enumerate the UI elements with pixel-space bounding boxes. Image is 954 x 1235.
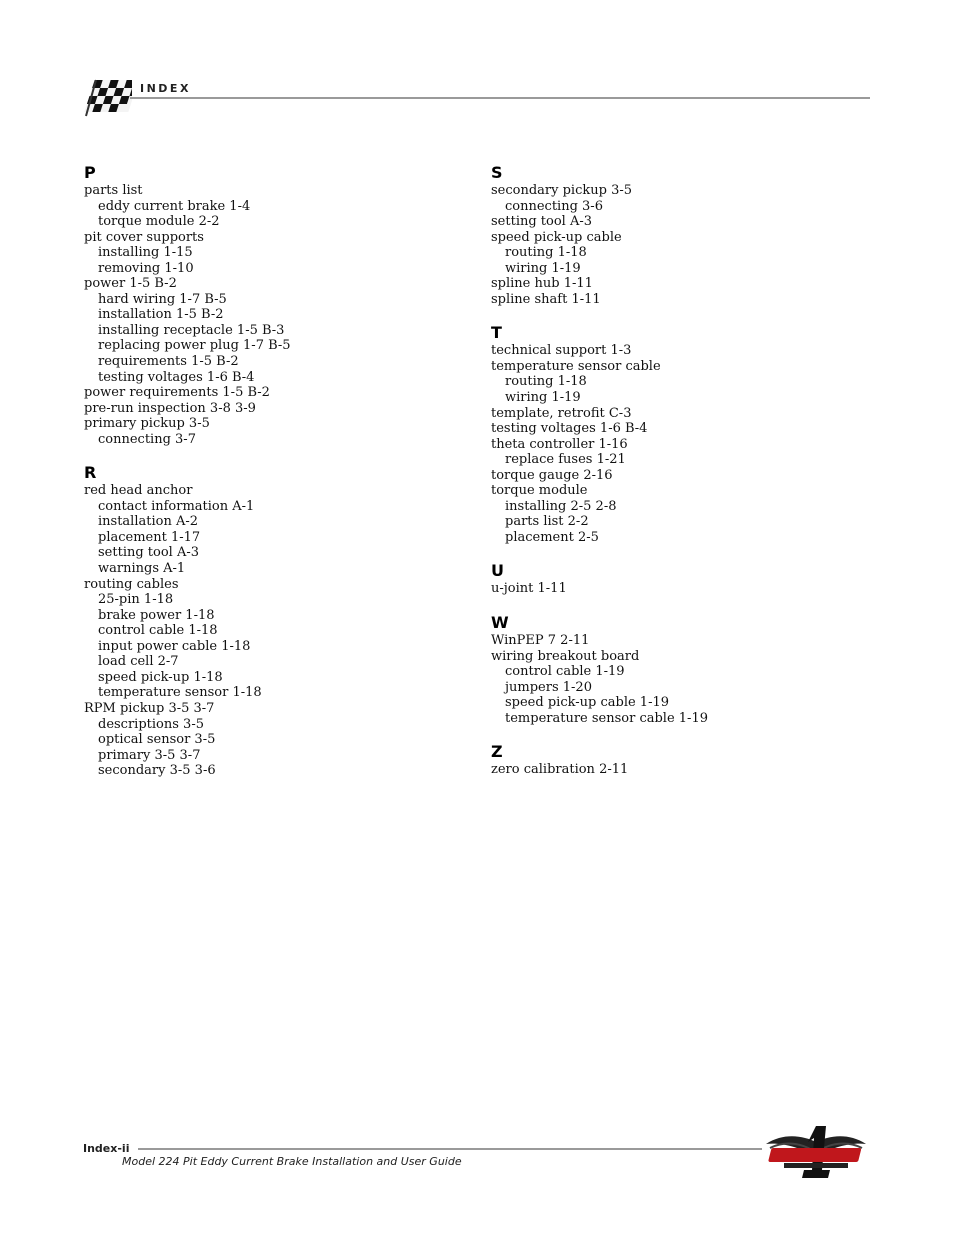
index-subentry: testing voltages 1-6 B-4 [98, 369, 255, 385]
index-entry: power requirements 1-5 B-2 [84, 385, 270, 401]
index-entry: template, retrofit C-3 [491, 405, 632, 421]
index-entry: WinPEP 7 2-11 [491, 633, 590, 649]
index-subentry: wiring 1-19 [505, 260, 581, 276]
index-subentry: routing 1-18 [505, 374, 587, 390]
index-subentry: eddy current brake 1-4 [98, 198, 251, 214]
index-subentry: replace fuses 1-21 [505, 452, 626, 468]
index-subentry: 25-pin 1-18 [98, 592, 174, 608]
index-subentry: placement 2-5 [505, 529, 599, 545]
index-subentry: parts list 2-2 [505, 514, 589, 530]
index-entry: wiring breakout board [491, 648, 640, 664]
index-entry: u-joint 1-11 [491, 581, 567, 597]
index-subentry: secondary 3-5 3-6 [98, 763, 216, 779]
index-entry: testing voltages 1-6 B-4 [491, 421, 648, 437]
index-subentry: requirements 1-5 B-2 [98, 354, 239, 370]
index-group [84, 163, 464, 447]
index-entry: torque module [491, 483, 588, 499]
index-entry: spline hub 1-11 [491, 276, 593, 292]
index-letter-heading: P [84, 163, 96, 182]
index-entry: technical support 1-3 [491, 343, 632, 359]
index-subentry: routing 1-18 [505, 245, 587, 261]
index-subentry: primary 3-5 3-7 [98, 747, 201, 763]
index-subentry: installing receptacle 1-5 B-3 [98, 322, 285, 338]
index-entry: red head anchor [84, 483, 193, 499]
index-entry: temperature sensor cable [491, 358, 661, 374]
index-group [491, 613, 871, 726]
index-subentry: hard wiring 1-7 B-5 [98, 291, 227, 307]
index-subentry: installing 2-5 2-8 [505, 498, 617, 514]
index-subentry: optical sensor 3-5 [98, 732, 216, 748]
checkered-flag-icon [80, 76, 132, 120]
index-group [491, 323, 871, 545]
index-subentry: installation A-2 [98, 514, 199, 530]
footer-page-number: Index-ii [83, 1142, 130, 1155]
header-label: INDEX [140, 82, 191, 95]
index-subentry: torque module 2-2 [98, 214, 220, 230]
index-entry: theta controller 1-16 [491, 436, 628, 452]
index-group [84, 463, 464, 778]
index-subentry: installation 1-5 B-2 [98, 307, 224, 323]
index-entry: power 1-5 B-2 [84, 276, 177, 292]
index-letter-heading: T [491, 323, 502, 343]
index-subentry: speed pick-up cable 1-19 [505, 695, 670, 711]
index-entry: zero calibration 2-11 [491, 762, 629, 778]
index-subentry: temperature sensor cable 1-19 [505, 710, 708, 726]
index-subentry: brake power 1-18 [98, 607, 215, 623]
index-subentry: control cable 1-19 [505, 664, 625, 680]
footer-divider [138, 1148, 762, 1150]
index-letter-heading: R [84, 463, 97, 483]
header-divider [130, 97, 870, 99]
index-subentry: removing 1-10 [98, 260, 194, 276]
index-entry: speed pick-up cable [491, 229, 622, 245]
index-column-right [491, 163, 871, 778]
index-entry: routing cables [84, 576, 179, 592]
index-letter-heading: W [491, 613, 509, 633]
index-subentry: load cell 2-7 [98, 654, 179, 670]
index-letter-heading: S [491, 163, 503, 182]
index-subentry: replacing power plug 1-7 B-5 [98, 338, 291, 354]
index-entry: parts list [84, 183, 143, 198]
index-subentry: setting tool A-3 [98, 545, 200, 561]
index-subentry: connecting 3-7 [98, 431, 196, 447]
index-group [491, 561, 871, 597]
index-subentry: descriptions 3-5 [98, 716, 204, 732]
index-entry: spline shaft 1-11 [491, 291, 601, 307]
index-subentry: wiring 1-19 [505, 390, 581, 406]
dynojet-logo-icon [764, 1122, 868, 1180]
index-subentry: input power cable 1-18 [98, 638, 251, 654]
index-subentry: speed pick-up 1-18 [98, 669, 223, 685]
index-entry: torque gauge 2-16 [491, 467, 613, 483]
index-letter-heading: Z [491, 742, 503, 762]
index-letter-heading: U [491, 561, 504, 581]
index-entry: pre-run inspection 3-8 3-9 [84, 400, 256, 416]
index-entry: setting tool A-3 [491, 214, 593, 230]
footer-document-title: Model 224 Pit Eddy Current Brake Installation and User Guide [122, 1155, 462, 1168]
index-entry: RPM pickup 3-5 3-7 [84, 700, 215, 716]
index-column-left [84, 163, 464, 779]
index-subentry: placement 1-17 [98, 529, 201, 545]
index-entry: secondary pickup 3-5 [491, 183, 633, 198]
index-subentry: temperature sensor 1-18 [98, 685, 262, 701]
index-subentry: contact information A-1 [98, 498, 255, 514]
index-group [491, 163, 871, 307]
index-subentry: control cable 1-18 [98, 623, 218, 639]
index-subentry: jumpers 1-20 [505, 679, 592, 695]
index-subentry: connecting 3-6 [505, 198, 603, 214]
index-subentry: installing 1-15 [98, 245, 193, 261]
index-entry: pit cover supports [84, 229, 204, 245]
index-group [491, 742, 871, 778]
index-entry: primary pickup 3-5 [84, 416, 210, 432]
index-subentry: warnings A-1 [98, 561, 186, 577]
